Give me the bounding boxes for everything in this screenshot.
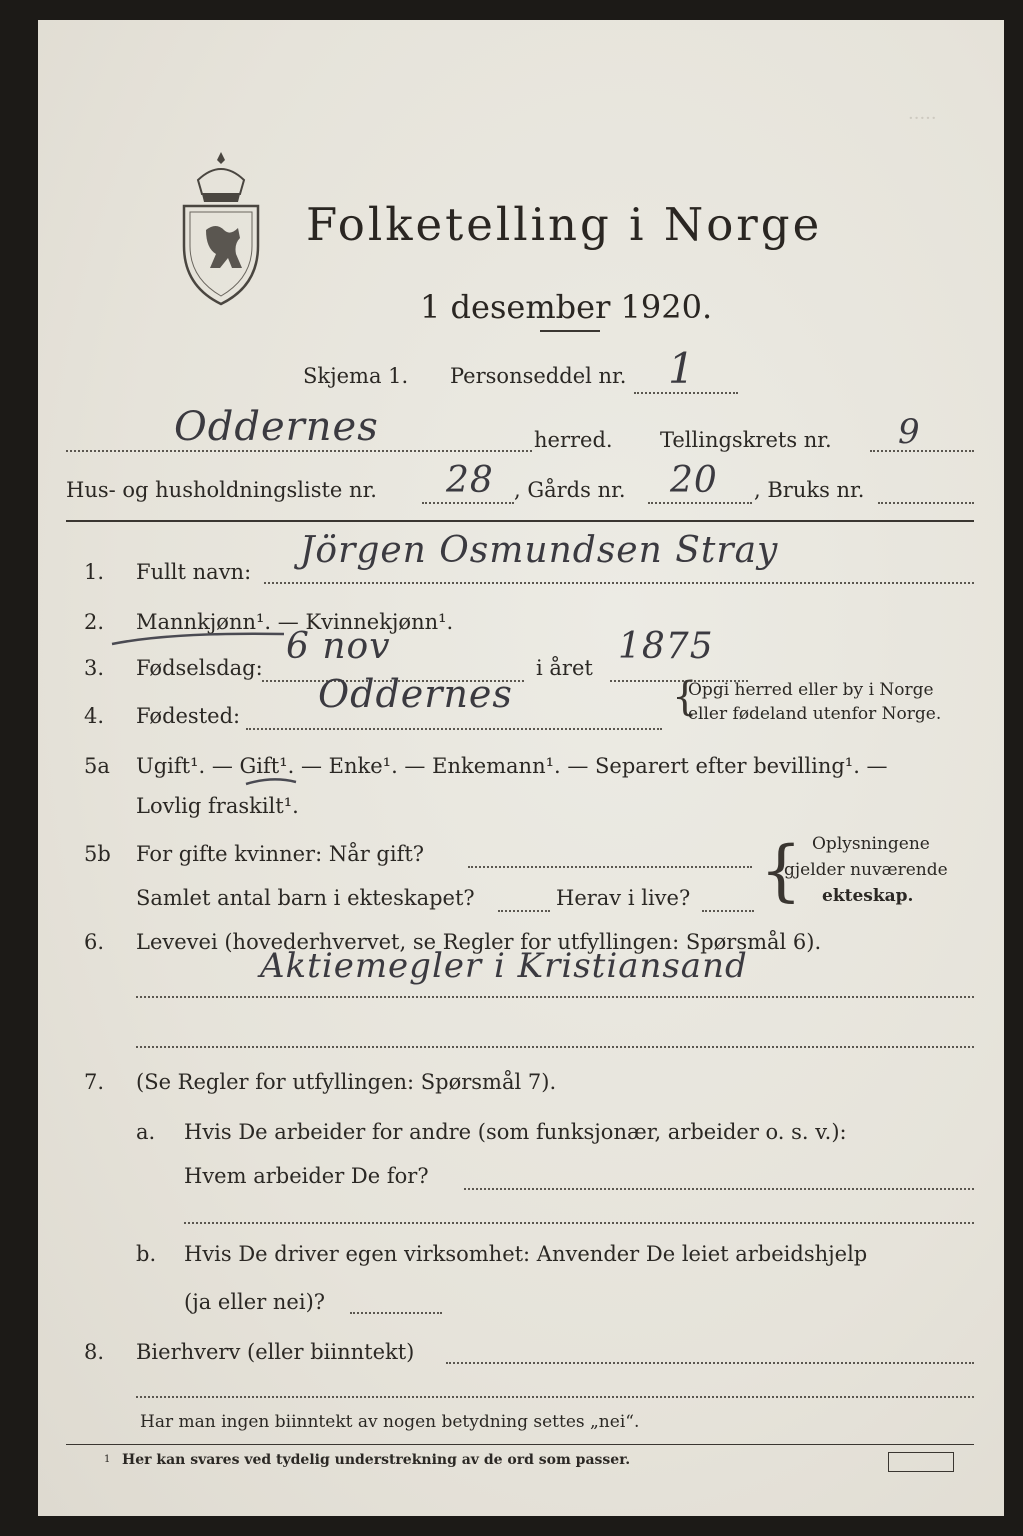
herred-value: Oddernes	[174, 404, 379, 450]
marriage-note-line3: ekteskap.	[822, 886, 914, 906]
hus-label: Hus- og husholdningsliste nr.	[66, 478, 377, 502]
footnote-mark: 1	[104, 1454, 111, 1465]
children-count-field[interactable]	[498, 910, 550, 912]
q1-number: 1.	[84, 560, 105, 584]
title-divider	[540, 330, 600, 332]
q8-label: Bierhverv (eller biinntekt)	[136, 1340, 415, 1364]
printer-stamp	[888, 1452, 954, 1472]
birthyear-label: i året	[536, 656, 593, 680]
tellingskrets-value: 9	[898, 412, 921, 452]
married-underline-mark	[242, 774, 302, 790]
q4-number: 4.	[84, 704, 105, 728]
birthdate-value: 6 nov	[286, 626, 391, 667]
bleed-through: ·····	[908, 108, 937, 129]
skjema-label: Skjema 1.	[303, 364, 409, 388]
q5a-line2: Lovlig fraskilt¹.	[136, 794, 299, 818]
personseddel-value: 1	[668, 344, 696, 393]
employer-field-1[interactable]	[464, 1188, 974, 1190]
children-alive-field[interactable]	[702, 910, 754, 912]
bruks-field[interactable]	[878, 502, 974, 504]
q5b-children-label: Samlet antal barn i ekteskapet?	[136, 886, 475, 910]
side-income-field[interactable]	[446, 1362, 974, 1364]
gender-underline-mark	[108, 628, 288, 650]
hus-value: 28	[446, 460, 494, 501]
side-income-note: Har man ingen biinntekt av nogen betydning settes „nei“.	[140, 1412, 640, 1432]
marriage-note-line2: gjelder nuværende	[784, 860, 948, 880]
q6-label: Levevei (hovederhvervet, se Regler for utfyllingen: Spørsmål 6).	[136, 930, 822, 954]
married-date-field[interactable]	[468, 866, 752, 868]
q7a-letter: a.	[136, 1120, 156, 1144]
birthplace-note-brace: {	[672, 674, 698, 720]
personseddel-label: Personseddel nr.	[450, 364, 627, 388]
q5a-number: 5a	[84, 754, 110, 778]
coat-of-arms-icon	[176, 150, 266, 310]
occupation-value: Aktiemegler i Kristiansand	[260, 946, 748, 986]
q8-number: 8.	[84, 1340, 105, 1364]
q7a-line1: Hvis De arbeider for andre (som funksjonær, arbeider o. s. v.):	[184, 1120, 847, 1144]
q4-label: Fødested:	[136, 704, 241, 728]
form-title: Folketelling i Norge	[306, 198, 823, 251]
q5a-line1: Ugift¹. — Gift¹. — Enke¹. — Enkemann¹. — Separert efter bevilling¹. —	[136, 754, 888, 778]
occupation-field-2[interactable]	[136, 1046, 974, 1048]
tellingskrets-label: Tellingskrets nr.	[660, 428, 832, 452]
birthyear-value: 1875	[618, 626, 714, 667]
bruks-label: , Bruks nr.	[754, 478, 865, 502]
footer-rule	[66, 1444, 974, 1445]
herred-label: herred.	[534, 428, 613, 452]
q2-label: Mannkjønn¹. — Kvinnekjønn¹.	[136, 610, 454, 634]
q7b-letter: b.	[136, 1242, 157, 1266]
q7b-line2: (ja eller nei)?	[184, 1290, 326, 1314]
q5b-number: 5b	[84, 842, 111, 866]
hus-field[interactable]	[422, 502, 514, 504]
occupation-field-1[interactable]	[136, 996, 974, 998]
side-income-field-2[interactable]	[136, 1396, 974, 1398]
birthplace-field[interactable]	[246, 728, 662, 730]
gards-label: , Gårds nr.	[514, 478, 626, 502]
birthplace-note-line2: eller fødeland utenfor Norge.	[688, 704, 942, 724]
herred-field[interactable]	[66, 450, 532, 452]
hired-help-field[interactable]	[350, 1312, 442, 1314]
q7-label: (Se Regler for utfyllingen: Spørsmål 7).	[136, 1070, 557, 1094]
q7-number: 7.	[84, 1070, 105, 1094]
q7a-line2: Hvem arbeider De for?	[184, 1164, 429, 1188]
header-rule	[66, 520, 974, 522]
gards-field[interactable]	[648, 502, 752, 504]
q1-label: Fullt navn:	[136, 560, 252, 584]
tellingskrets-field[interactable]	[870, 450, 974, 452]
employer-field-2[interactable]	[184, 1222, 974, 1224]
marriage-note-line1: Oplysningene	[812, 834, 930, 854]
q6-number: 6.	[84, 930, 105, 954]
birthplace-note-line1: Opgi herred eller by i Norge	[688, 680, 934, 700]
census-form	[38, 20, 1004, 1516]
q3-number: 3.	[84, 656, 105, 680]
full-name-value: Jörgen Osmundsen Stray	[300, 530, 779, 571]
q2-number: 2.	[84, 610, 105, 634]
gards-value: 20	[670, 460, 718, 501]
footnote-text: Her kan svares ved tydelig understrekning av de ord som passer.	[122, 1452, 631, 1468]
q5b-alive-label: Herav i live?	[556, 886, 691, 910]
full-name-field[interactable]	[264, 582, 974, 584]
q5b-line1: For gifte kvinner: Når gift?	[136, 842, 425, 866]
q3-label: Fødselsdag:	[136, 656, 263, 680]
marriage-note-brace: {	[760, 832, 802, 909]
q7b-line1: Hvis De driver egen virksomhet: Anvender De leiet arbeidshjelp	[184, 1242, 868, 1266]
birthplace-value: Oddernes	[318, 672, 513, 716]
form-subtitle: 1 desember 1920.	[420, 288, 713, 326]
